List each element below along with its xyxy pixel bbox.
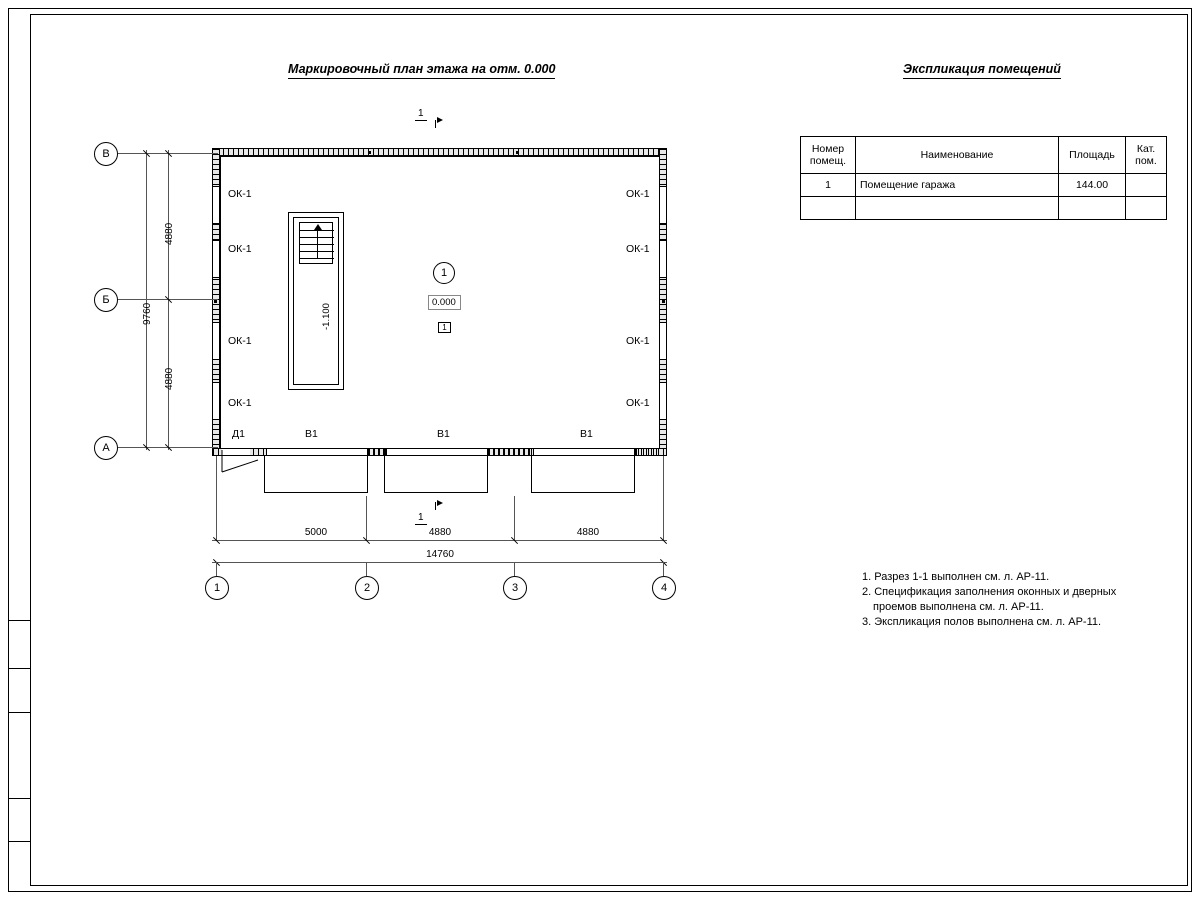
section-mark-top-arrow-icon: [437, 117, 443, 123]
window-label-right-1: ОК-1: [626, 188, 650, 200]
wall-mark: [214, 300, 217, 303]
cell-area: [1059, 197, 1126, 220]
cell-number: 1: [801, 174, 856, 197]
explication-table: [800, 136, 1167, 220]
window-label-left-2: ОК-1: [228, 243, 252, 255]
window-opening-right-1: [660, 186, 666, 224]
header-kat: [1126, 137, 1167, 174]
window-label-left-3: ОК-1: [228, 335, 252, 347]
header-number-line1: Номер: [811, 142, 845, 155]
cell-name: Помещение гаража: [856, 174, 1059, 197]
window-opening-left-3: [213, 322, 219, 360]
header-name: Наименование: [856, 137, 1059, 174]
pier-1: [368, 448, 386, 456]
floor-type-mark: 1: [438, 322, 451, 333]
explication-title: Экспликация помещений: [903, 62, 1061, 79]
section-mark-bottom-stem: [435, 502, 436, 510]
window-opening-left-4: [213, 382, 219, 420]
dim-ext-h-4: [663, 456, 664, 541]
axis-letter-v: В: [94, 142, 118, 166]
stair-direction-line: [317, 230, 318, 258]
table-row: [801, 197, 1167, 220]
cell-name: [856, 197, 1059, 220]
section-mark-bottom-arrow-icon: [437, 500, 443, 506]
cell-kat: [1126, 197, 1167, 220]
dim-chain-horizontal-inner: [212, 540, 667, 541]
gate-2: [384, 455, 488, 493]
gate-label-3: В1: [580, 428, 593, 440]
axis-number-3: 3: [503, 576, 527, 600]
cell-number: [801, 197, 856, 220]
axis-letter-a: А: [94, 436, 118, 460]
dim-ext-h-1: [216, 456, 217, 541]
header-kat-line2: пом.: [1135, 155, 1157, 167]
table-row: [801, 174, 1167, 197]
dim-horizontal-1: 5000: [304, 527, 328, 538]
pier-2: [488, 448, 532, 456]
wall-mark: [662, 300, 665, 303]
header-number-line2: помещ.: [809, 155, 847, 167]
plan-title: Маркировочный план этажа на отм. 0.000: [288, 62, 555, 79]
gate-label-1: В1: [305, 428, 318, 440]
dim-vertical-1: 4880: [164, 222, 175, 245]
section-mark-top-label: 1: [415, 108, 427, 121]
window-label-left-4: ОК-1: [228, 397, 252, 409]
dim-vertical-2: 4880: [164, 367, 175, 390]
pier-3: [635, 448, 659, 456]
cell-area: 144.00: [1059, 174, 1126, 197]
window-opening-left-1: [213, 186, 219, 224]
gate-3: [531, 455, 635, 493]
dim-vertical-total: 9760: [142, 302, 153, 325]
notes-block: [862, 570, 1172, 629]
window-opening-right-3: [660, 322, 666, 360]
cell-kat: [1126, 174, 1167, 197]
room-number-badge: 1: [433, 262, 455, 284]
wall-mark: [516, 151, 519, 154]
dim-ext-h-3: [514, 496, 515, 541]
note-1: 1. Разрез 1-1 выполнен см. л. АР-11.: [862, 571, 1050, 583]
dim-chain-vertical-outer: [146, 150, 147, 450]
section-mark-bottom-label: 1: [415, 512, 427, 525]
window-label-right-4: ОК-1: [626, 397, 650, 409]
section-mark-top-stem: [435, 120, 436, 128]
gate-label-2: В1: [437, 428, 450, 440]
wall-top-inner-face: [220, 156, 659, 157]
window-opening-right-4: [660, 382, 666, 420]
window-opening-left-2: [213, 240, 219, 278]
door-label: Д1: [232, 428, 245, 440]
wall-top: [212, 148, 667, 156]
stair-up-arrow-icon: [314, 224, 322, 230]
dim-horizontal-total: 14760: [426, 549, 454, 560]
level-mark-label: 0.000: [428, 295, 461, 310]
window-label-right-2: ОК-1: [626, 243, 650, 255]
window-label-right-3: ОК-1: [626, 335, 650, 347]
table-header-row: [801, 137, 1167, 174]
header-area: Площадь: [1059, 137, 1126, 174]
header-kat-line1: Кат.: [1136, 142, 1156, 155]
wall-mark: [368, 151, 371, 154]
stair-level-label: -1.100: [321, 303, 332, 330]
note-2-cont: проемов выполнена см. л. АР-11.: [873, 600, 1044, 613]
dim-horizontal-3: 4880: [576, 527, 600, 538]
gate-1: [264, 455, 368, 493]
wall-left-inner-face: [220, 156, 221, 448]
axis-stem-1: [216, 562, 217, 576]
axis-stem-3: [514, 562, 515, 576]
note-3: 3. Экспликация полов выполнена см. л. АР-11.: [862, 615, 1102, 628]
window-label-left-1: ОК-1: [228, 188, 252, 200]
dim-chain-horizontal-total: [212, 562, 667, 563]
axis-number-2: 2: [355, 576, 379, 600]
axis-number-4: 4: [652, 576, 676, 600]
axis-stem-2: [366, 562, 367, 576]
dim-horizontal-2: 4880: [428, 527, 452, 538]
header-number: [801, 137, 856, 174]
axis-letter-b: Б: [94, 288, 118, 312]
axis-stem-4: [663, 562, 664, 576]
axis-number-1: 1: [205, 576, 229, 600]
note-2: 2. Спецификация заполнения оконных и дверных: [862, 585, 1117, 598]
window-opening-right-2: [660, 240, 666, 278]
